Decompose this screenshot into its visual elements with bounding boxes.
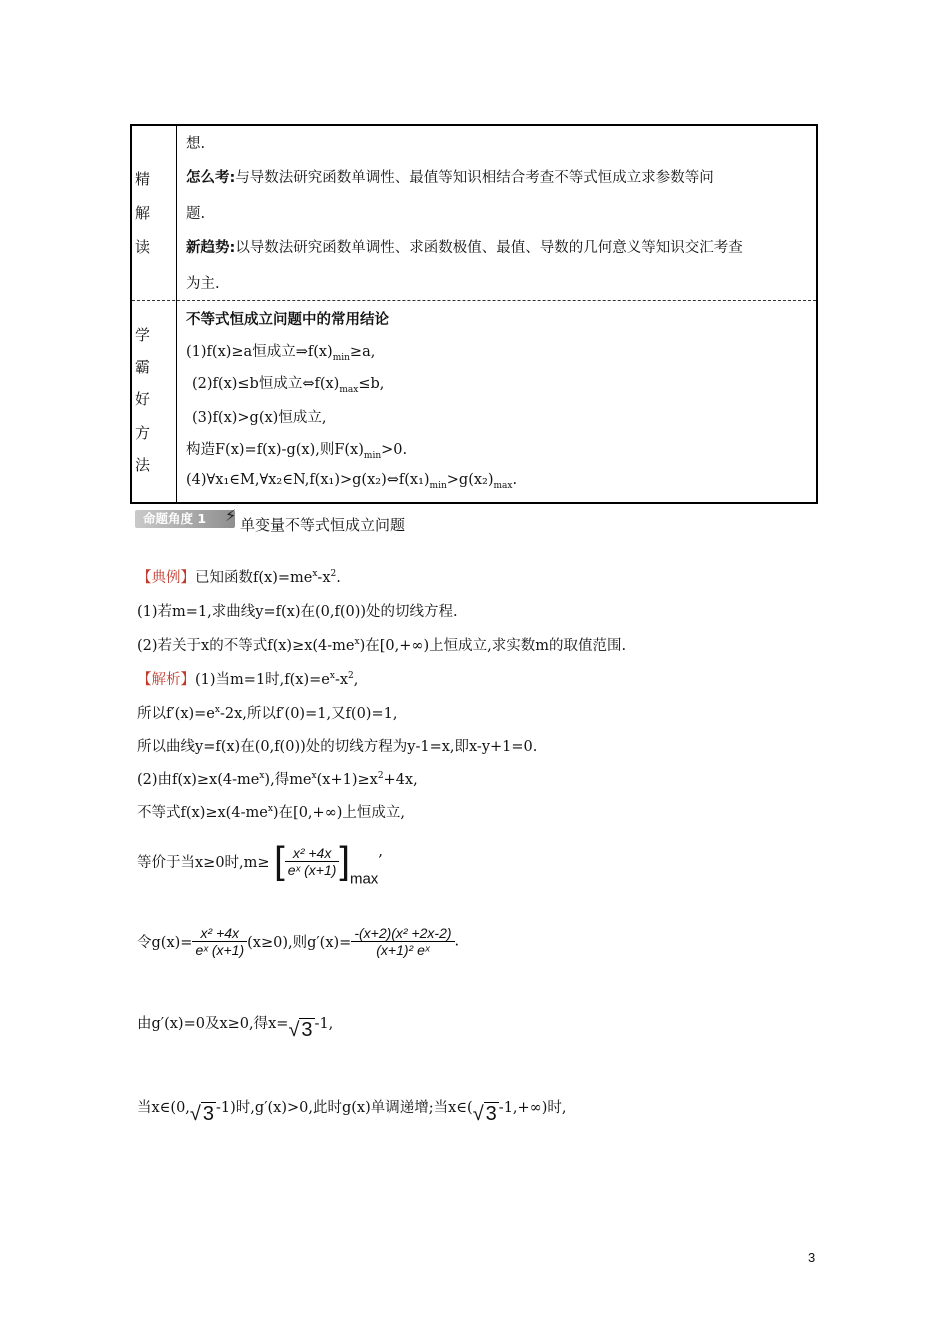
method-line: $(4)\forall x_1\in M,\forall x_2\in N,f(x_1)>g(x_2)\Leftrightarrow f(x_1)_{min}>g(x_2)_{max}$. [186, 472, 518, 491]
question-2: (2)若关于x的不等式$f(x)\ge x(4-me^x)$在[0,+∞)上恒成立,求实数m的取值范围. [137, 637, 627, 654]
method-line: (2)f(x)≤b恒成立$\Leftrightarrow f(x)_{max}\le b$, [192, 376, 385, 395]
side-label-char: 读 [135, 238, 151, 256]
side-label-char: 精 [135, 170, 151, 188]
solution-line: (2)由$f(x)\ge x(4-me^x)$,得$me^x(x+1)\ge x^2+4x$, [137, 771, 418, 788]
side-label-char: 学 [135, 326, 151, 344]
side-label-char: 好 [135, 390, 151, 408]
column-divider [176, 126, 177, 502]
example-label: 【典例】 [137, 570, 195, 586]
how-line [186, 166, 714, 187]
solution-line: 由g′(x)=0及x≥0,得x=√ 3 -1, [137, 1016, 334, 1041]
text-line: 题. [186, 206, 206, 222]
solution-formula-line: 令g(x)= $\frac{\text{x² +4x}}{\text{eˣ (x+1)}}$ (x≥0),则g′(x)= $\frac{\text{-(x+2)(x² +2x-2)}}{\text{(x+1)² eˣ}}$ . [137, 925, 460, 958]
derivative-fraction: $\frac{\text{-(x+2)(x² +2x-2)}}{\text{(x+1)² eˣ}}$ [351, 925, 454, 958]
page-number: 3 [808, 1250, 816, 1265]
side-label-char: 解 [135, 204, 151, 222]
angle-title: 单变量不等式恒成立问题 [240, 516, 406, 534]
sqrt-symbol: √ 3 [472, 1103, 497, 1125]
method-title [186, 308, 389, 329]
fraction: $\frac{\text{x² +4x}}{\text{eˣ (x+1)}}$ [192, 925, 247, 958]
side-label-char: 法 [135, 456, 151, 474]
example-stem: 【典例】已知函数$f(x)=me^x-x^2$. [137, 569, 341, 586]
method-line: (1)f(x)≥a恒成立$\Rightarrow f(x)_{min}\ge a$, [186, 344, 376, 363]
section-divider [132, 300, 816, 301]
method-box [130, 124, 818, 504]
method-line: 构造F(x)=f(x)-g(x),则$F(x)_{min}>0$. [186, 442, 408, 461]
lightning-icon: ⚡ [225, 506, 237, 525]
solution-line: 当x∈(0,√ 3 -1)时,g′(x)>0,此时g(x)单调递增;当x∈(√ 3 -1,+∞)时, [137, 1100, 567, 1125]
sqrt-symbol: √ 3 [189, 1103, 215, 1125]
question-1: (1)若m=1,求曲线y=f(x)在(0,f(0))处的切线方程. [137, 604, 458, 620]
new-text: 以导数法研究函数单调性、求函数极值、最值、导数的几何意义等知识交汇考查 [235, 240, 743, 256]
new-label: 新趋势: [186, 240, 236, 256]
solution-line: 所以曲线y=f(x)在(0,f(0))处的切线方程为y-1=x,即x-y+1=0. [137, 739, 538, 755]
side-label-char: 方 [135, 424, 151, 442]
solution-formula-line: 等价于当x≥0时,m≥ [ $\frac{\text{x² +4x}}{\text{eˣ (x+1)}}$ ]max, [137, 840, 383, 888]
text-line: 为主. [186, 276, 220, 292]
method-title-text: 不等式恒成立问题中的常用结论 [186, 312, 389, 328]
solution-line: 不等式$f(x)\ge x(4-me^x)$在[0,+∞)上恒成立, [137, 804, 406, 821]
sqrt-symbol: √ 3 [288, 1019, 313, 1041]
solution-line: 所以$f'(x)=e^x-2x$,所以f′(0)=1,又f(0)=1, [137, 705, 398, 722]
method-line: (3)f(x)>g(x)恒成立, [192, 410, 327, 426]
text-line: 想. [186, 136, 206, 152]
side-label-char: 霸 [135, 358, 151, 376]
angle-tag: 命题角度 1 ⚡ [135, 510, 235, 528]
solution-label: 【解析】 [137, 672, 195, 688]
fraction: $\frac{\text{x² +4x}}{\text{eˣ (x+1)}}$ [285, 845, 340, 878]
how-label: 怎么考: [186, 170, 236, 186]
solution-line: 【解析】(1)当m=1时$,f(x)=e^x-x^2$, [137, 671, 359, 688]
new-line [186, 236, 743, 257]
how-text: 与导数法研究函数单调性、最值等知识相结合考查不等式恒成立求参数等问 [235, 170, 714, 186]
